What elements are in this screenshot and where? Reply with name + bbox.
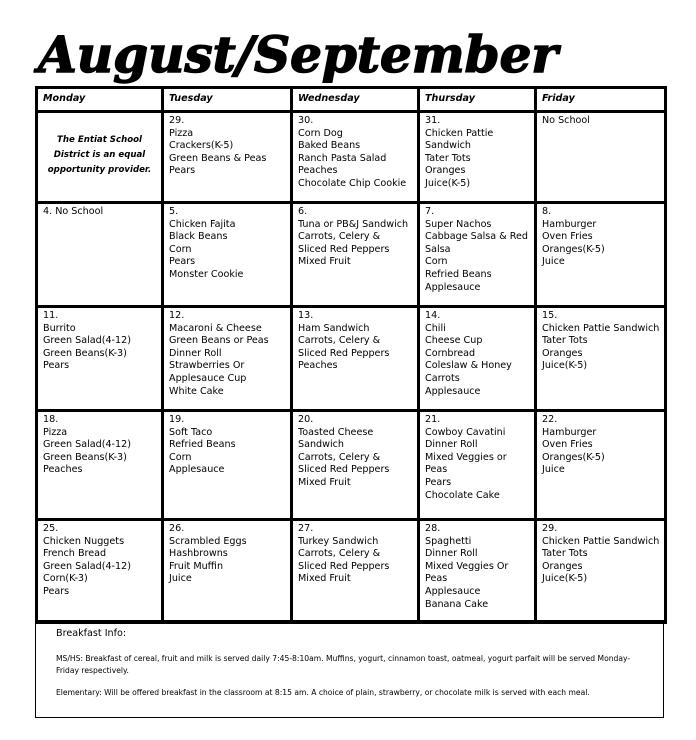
menu-item: Peas bbox=[425, 573, 448, 585]
menu-item: Corn bbox=[425, 256, 448, 268]
menu-item: Green Salad(4-12) bbox=[43, 560, 131, 572]
day-cell-wednesday bbox=[292, 520, 419, 623]
menu-item: Green Salad(4-12) bbox=[43, 439, 131, 451]
menu-item: Black Beans bbox=[169, 231, 228, 243]
menu-item: Burrito bbox=[43, 322, 76, 334]
menu-item: Green Beans & Peas bbox=[169, 152, 267, 164]
header-wednesday: Wednesday bbox=[292, 88, 419, 112]
day-cell-tuesday bbox=[163, 307, 292, 411]
day-date: 13. bbox=[298, 310, 314, 321]
menu-item: Cabbage Salsa & Red bbox=[425, 231, 528, 243]
day-cell-friday bbox=[536, 307, 666, 411]
breakfast-elementary: Elementary: Will be offered breakfast in the classroom at 8:15 am. A choice of plain, strawberry, or chocolate milk is served with each meal. bbox=[56, 688, 590, 697]
menu-item: Applesauce bbox=[425, 281, 481, 293]
day-cell-friday bbox=[536, 112, 666, 203]
menu-item: Applesauce bbox=[425, 585, 481, 597]
menu-item: Baked Beans bbox=[298, 140, 361, 152]
day-cell-friday bbox=[536, 411, 666, 520]
menu-item: Corn(K-3) bbox=[43, 573, 88, 585]
menu-item: Hamburger bbox=[542, 426, 597, 438]
menu-item: Ham Sandwich bbox=[298, 322, 370, 334]
menu-item: Green Beans(K-3) bbox=[43, 347, 127, 359]
menu-item: Cheese Cup bbox=[425, 335, 483, 347]
menu-item: Banana Cake bbox=[425, 598, 489, 610]
menu-item: Monster Cookie bbox=[169, 268, 244, 280]
breakfast-ms-hs: MS/HS: Breakfast of cereal, fruit and milk is served daily 7:45-8:10am. Muffins, yogurt, cinnamon toast, oatmeal, yogurt parfait will be served Monday-Friday respectively. bbox=[56, 654, 631, 675]
menu-item: Juice(K-5) bbox=[542, 573, 588, 585]
day-cell-wednesday bbox=[292, 203, 419, 307]
day-cell-thursday bbox=[419, 203, 536, 307]
day-date: 6. bbox=[298, 206, 308, 217]
day-date: No School bbox=[542, 115, 590, 126]
menu-item: Sandwich bbox=[298, 439, 345, 451]
menu-item: Chicken Pattie Sandwich bbox=[542, 322, 660, 334]
header-friday: Friday bbox=[536, 88, 666, 112]
day-date: 25. bbox=[43, 523, 59, 534]
day-cell-thursday bbox=[419, 307, 536, 411]
day-cell-thursday bbox=[419, 520, 536, 623]
menu-item: Coleslaw & Honey bbox=[425, 360, 512, 372]
day-cell-wednesday bbox=[292, 307, 419, 411]
menu-item: Oranges bbox=[425, 165, 466, 177]
menu-item: Mixed Fruit bbox=[298, 573, 351, 585]
menu-item: Ranch Pasta Salad bbox=[298, 152, 387, 164]
day-cell-monday bbox=[37, 112, 163, 203]
menu-item: Applesauce Cup bbox=[169, 372, 247, 384]
menu-item: Dinner Roll bbox=[169, 347, 222, 359]
menu-item: Oven Fries bbox=[542, 439, 593, 451]
day-cell-monday bbox=[37, 411, 163, 520]
day-date: 26. bbox=[169, 523, 185, 534]
day-cell-wednesday bbox=[292, 112, 419, 203]
day-date: 21. bbox=[425, 414, 441, 425]
menu-item: Cowboy Cavatini bbox=[425, 426, 506, 438]
menu-item: Corn Dog bbox=[298, 127, 343, 139]
menu-item: Oranges bbox=[542, 560, 583, 572]
menu-item: Sandwich bbox=[425, 140, 472, 152]
menu-item: Pizza bbox=[169, 127, 194, 139]
menu-item: Chicken Pattie bbox=[425, 127, 494, 139]
menu-item: Mixed Veggies Or bbox=[425, 560, 509, 572]
menu-item: Pears bbox=[425, 476, 452, 488]
menu-item: Pears bbox=[43, 360, 70, 372]
day-date: 18. bbox=[43, 414, 59, 425]
day-date: 15. bbox=[542, 310, 558, 321]
menu-item: Soft Taco bbox=[169, 426, 213, 438]
day-date: 8. bbox=[542, 206, 552, 217]
menu-item: Refried Beans bbox=[425, 268, 492, 280]
menu-item: Scrambled Eggs bbox=[169, 535, 247, 547]
menu-item: Tater Tots bbox=[425, 152, 471, 164]
menu-item: Hamburger bbox=[542, 218, 597, 230]
menu-item: Sliced Red Peppers bbox=[298, 347, 390, 359]
menu-item: Applesauce bbox=[425, 385, 481, 397]
menu-item: Mixed Fruit bbox=[298, 476, 351, 488]
menu-item: Corn bbox=[169, 451, 192, 463]
day-cell-friday bbox=[536, 520, 666, 623]
week-row bbox=[37, 411, 666, 520]
day-cell-tuesday bbox=[163, 520, 292, 623]
menu-item: Tater Tots bbox=[542, 548, 588, 560]
menu-item: Pears bbox=[169, 165, 196, 177]
menu-item: White Cake bbox=[169, 385, 224, 397]
menu-item: Mixed Veggies or bbox=[425, 451, 507, 463]
day-date: 4. No School bbox=[43, 206, 104, 217]
day-cell-thursday bbox=[419, 411, 536, 520]
day-date: 7. bbox=[425, 206, 435, 217]
menu-item: Pizza bbox=[43, 426, 68, 438]
page-title bbox=[36, 20, 558, 92]
menu-item: Carrots, Celery & bbox=[298, 231, 381, 243]
menu-item: Chicken Nuggets bbox=[43, 535, 125, 547]
weekday-header-row bbox=[37, 88, 666, 112]
breakfast-heading: Breakfast Info: bbox=[56, 628, 127, 639]
menu-item: French Bread bbox=[43, 548, 107, 560]
day-cell-friday bbox=[536, 203, 666, 307]
menu-item: Dinner Roll bbox=[425, 548, 478, 560]
menu-item: Pears bbox=[43, 585, 70, 597]
title-text: August/September bbox=[38, 25, 558, 84]
day-date: 12. bbox=[169, 310, 185, 321]
day-cell-thursday bbox=[419, 112, 536, 203]
day-date: 14. bbox=[425, 310, 441, 321]
day-cell-tuesday bbox=[163, 203, 292, 307]
day-date: 5. bbox=[169, 206, 179, 217]
header-thursday: Thursday bbox=[419, 88, 536, 112]
menu-item: Carrots, Celery & bbox=[298, 451, 381, 463]
menu-item: Peas bbox=[425, 464, 448, 476]
day-cell-monday bbox=[37, 307, 163, 411]
menu-item: Carrots, Celery & bbox=[298, 548, 381, 560]
menu-item: Toasted Cheese bbox=[298, 426, 374, 438]
menu-item: Oranges bbox=[542, 347, 583, 359]
menu-item: Sliced Red Peppers bbox=[298, 243, 390, 255]
menu-item: Peaches bbox=[43, 464, 83, 476]
day-date: 22. bbox=[542, 414, 558, 425]
menu-item: Chili bbox=[425, 322, 446, 334]
menu-item: Chocolate Chip Cookie bbox=[298, 177, 407, 189]
menu-item: Juice(K-5) bbox=[425, 177, 471, 189]
menu-item: Oranges(K-5) bbox=[542, 243, 605, 255]
menu-item: Strawberries Or bbox=[169, 360, 245, 372]
day-date: 30. bbox=[298, 115, 314, 126]
menu-item: Juice bbox=[542, 464, 565, 476]
breakfast-info bbox=[35, 620, 664, 718]
menu-item: Corn bbox=[169, 243, 192, 255]
menu-item: Tuna or PB&J Sandwich bbox=[298, 218, 409, 230]
day-date: 27. bbox=[298, 523, 314, 534]
day-date: 29. bbox=[169, 115, 185, 126]
menu-item: Turkey Sandwich bbox=[298, 535, 379, 547]
day-cell-tuesday bbox=[163, 411, 292, 520]
menu-item: Juice(K-5) bbox=[542, 360, 588, 372]
menu-item: Juice bbox=[542, 256, 565, 268]
day-date: 11. bbox=[43, 310, 59, 321]
menu-item: Sliced Red Peppers bbox=[298, 464, 390, 476]
menu-item: Hashbrowns bbox=[169, 548, 228, 560]
menu-item: Super Nachos bbox=[425, 218, 492, 230]
menu-item: Carrots bbox=[425, 372, 460, 384]
menu-item: Pears bbox=[169, 256, 196, 268]
day-cell-wednesday bbox=[292, 411, 419, 520]
menu-item: Macaroni & Cheese bbox=[169, 322, 262, 334]
menu-item: Peaches bbox=[298, 360, 338, 372]
menu-item: Refried Beans bbox=[169, 439, 236, 451]
menu-item: Oven Fries bbox=[542, 231, 593, 243]
menu-item: Tater Tots bbox=[542, 335, 588, 347]
menu-item: Fruit Muffin bbox=[169, 560, 224, 572]
header-tuesday: Tuesday bbox=[163, 88, 292, 112]
equal-opportunity-notice: The Entiat School District is an equal opportunity provider. bbox=[47, 135, 152, 175]
day-date: 20. bbox=[298, 414, 314, 425]
week-row bbox=[37, 203, 666, 307]
week-row bbox=[37, 112, 666, 203]
header-monday: Monday bbox=[37, 88, 163, 112]
menu-calendar bbox=[35, 86, 667, 624]
menu-item: Mixed Fruit bbox=[298, 256, 351, 268]
menu-item: Carrots, Celery & bbox=[298, 335, 381, 347]
menu-item: Green Salad(4-12) bbox=[43, 335, 131, 347]
menu-item: Green Beans or Peas bbox=[169, 335, 269, 347]
day-date: 28. bbox=[425, 523, 441, 534]
menu-item: Crackers(K-5) bbox=[169, 140, 234, 152]
day-cell-tuesday bbox=[163, 112, 292, 203]
menu-item: Salsa bbox=[425, 243, 451, 255]
menu-item: Dinner Roll bbox=[425, 439, 478, 451]
menu-item: Cornbread bbox=[425, 347, 476, 359]
menu-item: Chicken Pattie Sandwich bbox=[542, 535, 660, 547]
day-cell-monday bbox=[37, 520, 163, 623]
day-date: 31. bbox=[425, 115, 441, 126]
menu-item: Chocolate Cake bbox=[425, 489, 500, 501]
menu-item: Peaches bbox=[298, 165, 338, 177]
menu-item: Green Beans(K-3) bbox=[43, 451, 127, 463]
day-date: 19. bbox=[169, 414, 185, 425]
week-row bbox=[37, 520, 666, 623]
menu-item: Spaghetti bbox=[425, 535, 472, 547]
day-cell-monday bbox=[37, 203, 163, 307]
menu-item: Sliced Red Peppers bbox=[298, 560, 390, 572]
menu-item: Oranges(K-5) bbox=[542, 451, 605, 463]
menu-item: Juice bbox=[169, 573, 192, 585]
menu-item: Chicken Fajita bbox=[169, 218, 236, 230]
week-row bbox=[37, 307, 666, 411]
menu-item: Applesauce bbox=[169, 464, 225, 476]
day-date: 29. bbox=[542, 523, 558, 534]
